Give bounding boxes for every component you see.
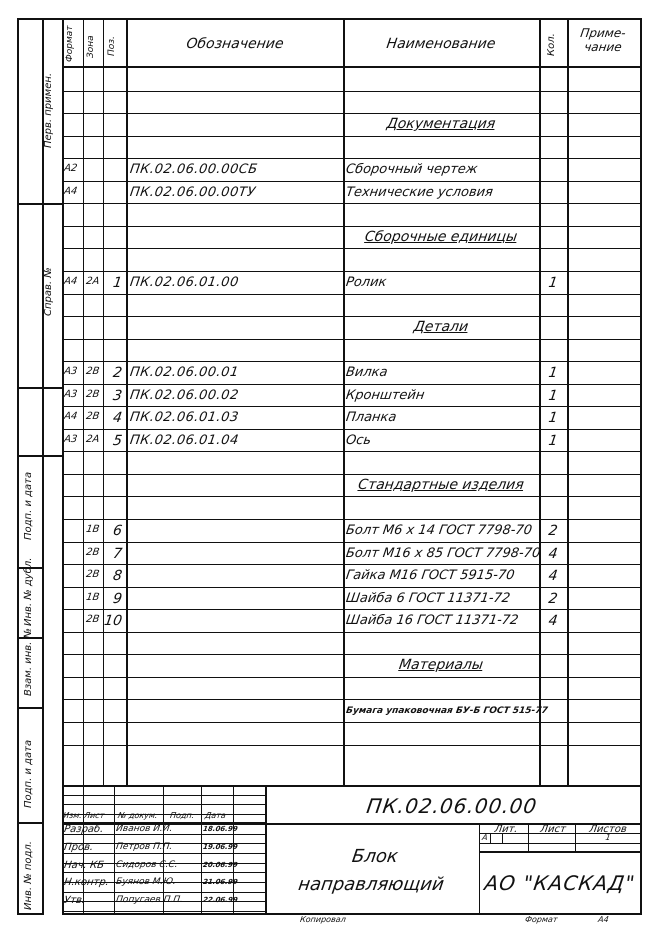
row-name: Болт М6 х 14 ГОСТ 7798-70 [344,523,534,538]
row-qty: 2 [547,590,559,607]
row-zone: 2А [85,275,101,287]
row-format: А4 [63,185,79,197]
stamp-date: 20.06.99 [202,860,239,869]
row-line [62,158,640,159]
row-line [62,451,640,452]
row-name: Вилка [344,365,389,381]
margin-bottom [17,913,42,915]
row-zone: 2В [85,569,101,581]
stamp-person: Попугаев П.П. [115,895,184,906]
row-zone: 2В [85,546,101,558]
row-zone: 2В [85,366,101,378]
label-podp-data-1: Подп. и дата [23,471,34,540]
stamp-title-2: направляющий [296,874,446,895]
stamp-role: Пров. [63,841,94,853]
row-line [62,677,640,678]
row-qty: 4 [547,613,559,630]
row-format: А4 [63,411,79,423]
margin-sep-1 [17,203,62,205]
row-designation: ПК.02.06.01.00 [128,274,240,290]
header-qty: Кол. [546,33,557,56]
row-designation: ПК.02.06.00.01 [128,365,240,381]
margin-sep-2 [17,387,62,389]
row-designation: ПК.02.06.01.04 [128,432,240,448]
row-line [62,91,640,92]
row-designation: ПК.02.06.00.02 [128,387,240,403]
stamp-person: Сидоров С.С. [115,859,179,870]
stamp-code-bottom [265,823,640,825]
stamp-person: Иванов И.И. [115,824,174,834]
col-line [103,18,104,785]
row-qty: 1 [547,432,559,449]
row-line [62,429,640,430]
row-zone: 1В [85,591,101,603]
stamp-org: АО "КАСКАД" [483,871,637,895]
row-pos: 9 [111,590,124,607]
row-line [62,361,640,362]
row-line [62,226,640,227]
row-name: Гайка М16 ГОСТ 5915-70 [344,568,516,584]
stamp-role: Утв. [63,895,86,907]
label-perv-primen: Перв. примен. [43,72,54,148]
col-line [83,18,84,785]
row-pos: 7 [111,545,124,562]
stamp-date: 19.06.99 [202,842,239,851]
row-line [62,136,640,137]
header-note-1: Приме- [579,26,627,40]
stamp-doc-code: ПК.02.06.00.00 [365,794,539,818]
label-inv-dubl: Инв. № дубл. [23,557,34,626]
col-line [567,18,569,785]
margin-inner [42,18,44,915]
row-line [62,654,640,655]
header-name: Наименование [385,36,497,52]
row-format: А3 [63,433,79,445]
label-vzam-inv: Взам. инв. № [23,628,34,696]
stamp-list: Лист [539,824,567,835]
margin-outer [17,18,19,915]
stamp-listov-col [575,823,576,851]
frame-top [62,18,640,20]
row-pos: 10 [103,613,124,630]
row-line [62,271,640,272]
row-pos: 6 [111,523,124,539]
stamp-role: Н.контр. [63,877,110,889]
stamp-date: 18.06.99 [202,825,239,833]
stamp-lit-cell [490,833,491,843]
margin-sep-6 [17,707,42,709]
row-line [62,384,640,385]
row-format: А4 [63,275,79,287]
section-title: Сборочные единицы [363,228,519,245]
stamp-role: Разраб. [63,824,105,835]
row-line [62,519,640,520]
frame-left [62,18,64,915]
row-format: А3 [63,388,79,400]
stamp-h-data: Дата [204,811,227,820]
row-line [62,406,640,407]
section-title: Стандартные изделия [357,476,525,493]
row-line [62,722,640,723]
margin-sep-3 [17,455,42,457]
row-pos: 5 [111,432,124,449]
row-designation: ПК.02.06.00.00СБ [128,162,259,178]
row-name: Сборочный чертеж [344,162,479,178]
stamp-person: Петров П.П. [115,841,173,852]
label-inv-podl: Инв. № подл. [23,841,34,910]
section-title: Материалы [397,657,485,674]
section-title: Детали [412,319,470,336]
stamp-format-value: А4 [597,915,610,924]
header-designation: Обозначение [184,36,285,52]
row-line [62,699,640,700]
row-name: Бумага упаковочная БУ-Б ГОСТ 515-77 [345,706,549,717]
stamp-format-label: Формат [524,915,559,924]
stamp-lit: Лит. [493,824,519,835]
header-format: Формат [65,25,75,62]
row-zone: 1В [85,524,101,535]
stamp-listov: Листов [588,824,628,835]
row-qty: 2 [547,523,559,539]
row-designation: ПК.02.06.01.03 [128,410,240,426]
stamp-listov-value: 1 [604,833,612,842]
row-line [62,587,640,588]
stamp-top [62,785,640,787]
row-qty: 4 [547,568,559,585]
stamp-date: 21.06.99 [202,878,239,887]
row-zone: 2В [85,614,101,626]
row-pos: 3 [111,387,124,404]
margin-join [42,455,62,457]
label-podp-data-2: Подп. и дата [23,739,34,808]
header-pos: Поз. [107,36,117,56]
row-qty: 1 [547,410,559,427]
row-line [62,745,640,746]
stamp-h-list: Лист [83,811,105,820]
frame-right [640,18,642,915]
stamp-person: Буянов М.Ю. [115,877,177,888]
row-pos: 1 [111,274,124,291]
stamp-col [265,785,267,913]
stamp-lit-value: А [481,833,489,842]
row-qty: 1 [547,387,559,404]
margin-top [17,18,87,20]
row-name: Ось [344,432,373,448]
stamp-lit-row3 [479,851,640,853]
col-line [539,18,541,785]
row-line [62,339,640,340]
row-line [62,609,640,610]
row-zone: 2В [85,388,101,400]
stamp-title-1: Блок [350,846,400,867]
row-line [62,564,640,565]
row-line [62,632,640,633]
row-pos: 8 [111,568,124,585]
row-name: Шайба 16 ГОСТ 11371-72 [344,613,520,629]
row-name: Планка [344,410,398,426]
stamp-h-ndokum: № докум. [117,811,159,820]
row-qty: 1 [547,274,559,291]
row-line [62,203,640,204]
margin-sep-7 [17,822,42,824]
row-format: А2 [63,163,79,175]
row-qty: 4 [547,545,559,562]
stamp-date: 22.06.99 [202,896,239,905]
row-format: А3 [63,366,79,378]
header-bottom [62,66,640,68]
stamp-lit-col [479,823,480,913]
row-line [62,181,640,182]
col-line [126,18,128,785]
row-zone: 2А [85,433,101,445]
row-line [62,294,640,295]
row-name: Болт М16 х 85 ГОСТ 7798-70 [344,545,542,561]
header-note-2: чание [583,40,623,54]
row-line [62,113,640,114]
row-name: Ролик [344,274,388,290]
header-zone: Зона [86,35,96,58]
row-line [62,496,640,497]
row-line [62,542,640,543]
row-pos: 2 [111,365,124,382]
row-name: Технические условия [344,184,494,200]
label-sprav-no: Справ. № [43,267,54,316]
section-title: Документация [385,116,497,133]
stamp-kopiroval: Копировал [299,915,347,924]
stamp-h-podp: Подп. [169,811,195,820]
row-pos: 4 [111,410,124,427]
row-name: Кронштейн [344,387,426,403]
row-qty: 1 [547,365,559,382]
stamp-role: Нач. КБ [63,859,105,871]
row-line [62,316,640,317]
stamp-h-izm: Изм. [62,811,83,820]
row-zone: 2В [85,411,101,423]
row-line [62,248,640,249]
row-name: Шайба 6 ГОСТ 11371-72 [344,590,512,606]
stamp-list-col [528,823,529,851]
stamp-lit-row2 [479,843,640,844]
row-line [62,474,640,475]
row-designation: ПК.02.06.00.00ТУ [128,184,257,200]
